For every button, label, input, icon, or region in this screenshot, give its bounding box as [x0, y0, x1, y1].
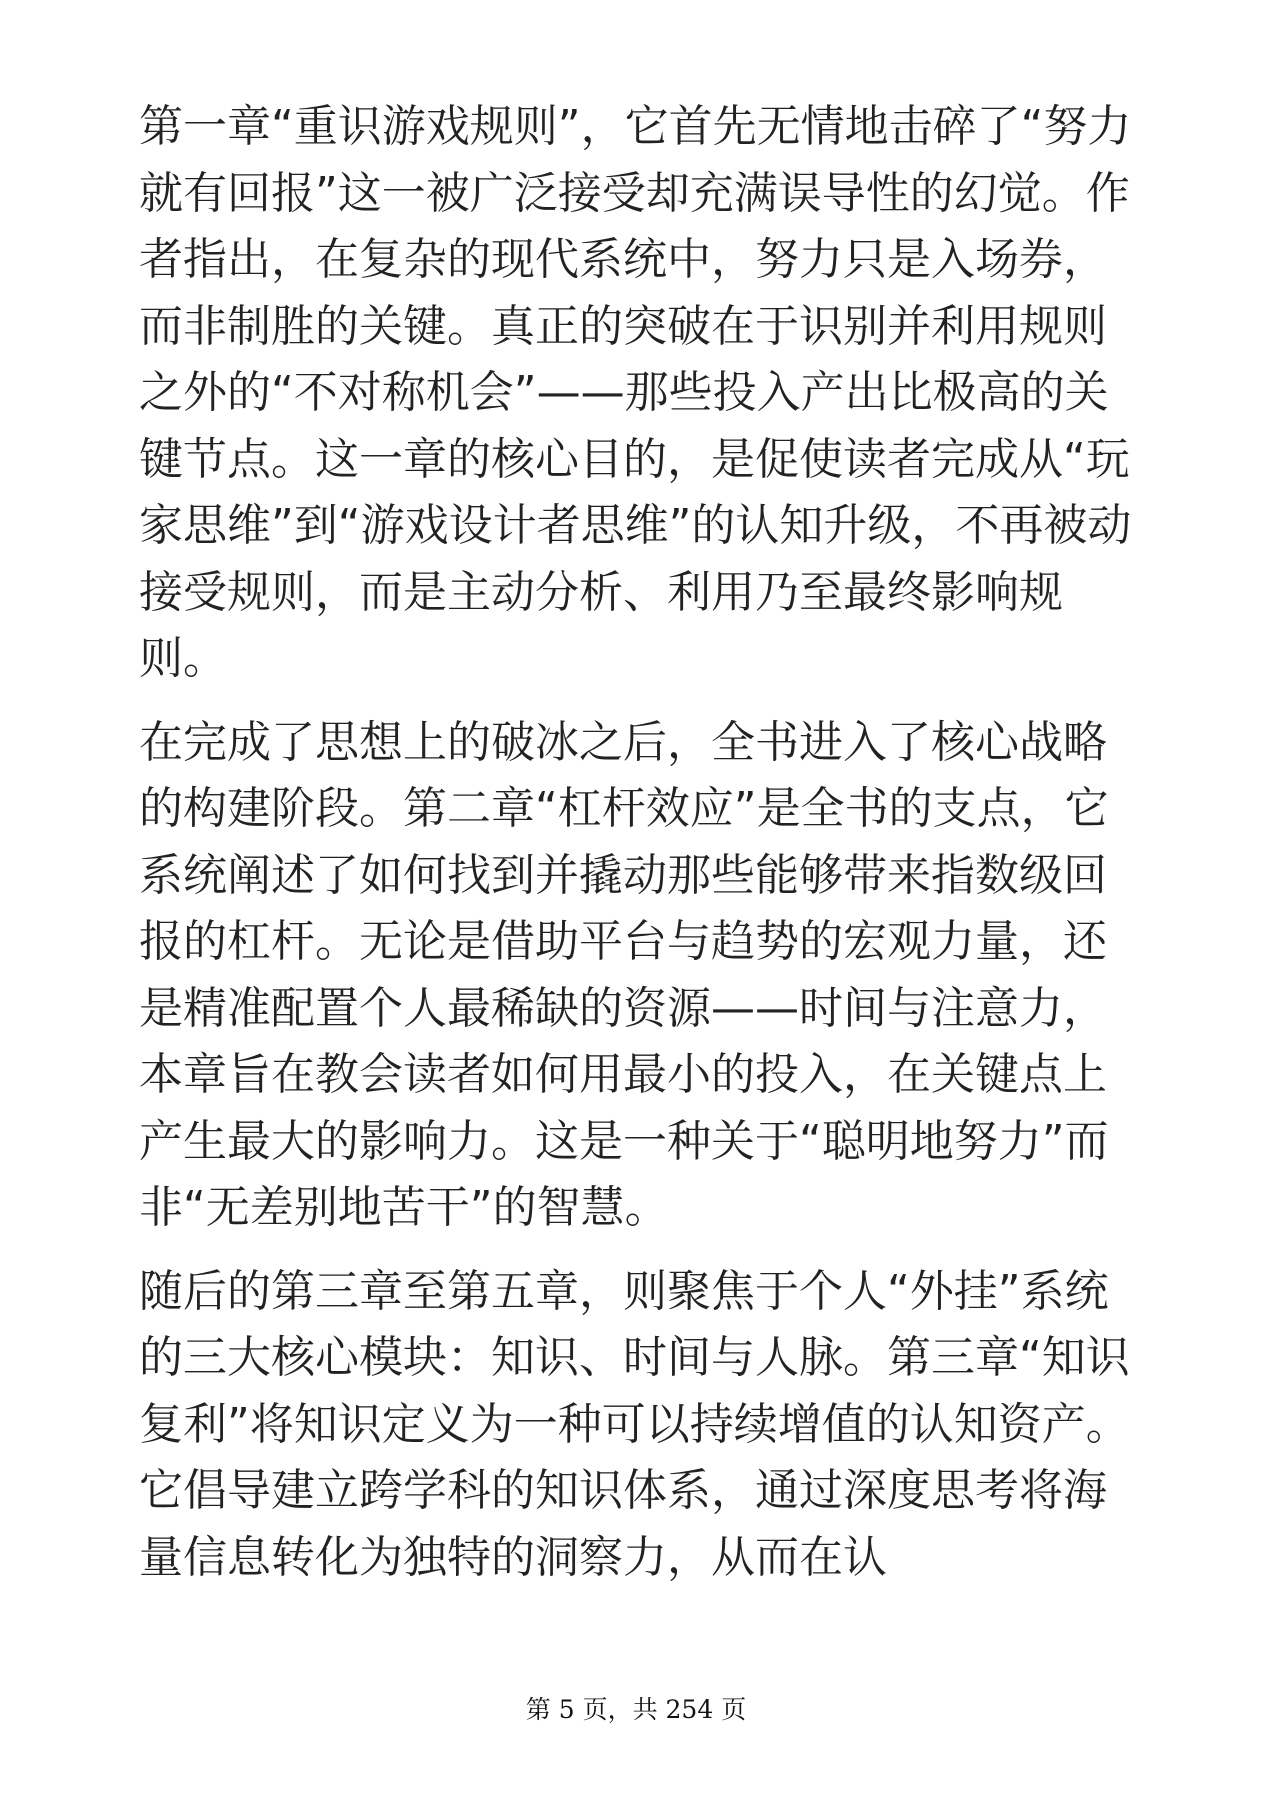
page-number-footer: 第 5 页，共 254 页: [525, 1695, 747, 1724]
document-body: [139, 94, 1139, 1608]
paragraph-1: 第一章“重识游戏规则”，它首先无情地击碎了“努力就有回报”这一被广泛接受却充满误导性的幻觉。作者指出，在复杂的现代系统中，努力只是入场券，而非制胜的关键。真正的突破在于识别并利用规则之外的“不对称机会”——那些投入产出比极高的关键节点。这一章的核心目的，是促使读者完成从“玩家思维”到“游戏设计者思维”的认知升级，不再被动接受规则，而是主动分析、利用乃至最终影响规则。: [139, 101, 1132, 684]
paragraph-2: 在完成了思想上的破冰之后，全书进入了核心战略的构建阶段。第二章“杠杆效应”是全书的支点，它系统阐述了如何找到并撬动那些能够带来指数级回报的杠杆。无论是借助平台与趋势的宏观力量，还是精准配置个人最稀缺的资源——时间与注意力，本章旨在教会读者如何用最小的投入，在关键点上产生最大的影响力。这是一种关于“聪明地努力”而非“无差别地苦干”的智慧。: [139, 716, 1109, 1233]
paragraph-3: 随后的第三章至第五章，则聚焦于个人“外挂”系统的三大核心模块：知识、时间与人脉。第三章“知识复利”将知识定义为一种可以持续增值的认知资产。它倡导建立跨学科的知识体系，通过深度思考将海量信息转化为独特的洞察力，从而在认: [139, 1265, 1130, 1583]
